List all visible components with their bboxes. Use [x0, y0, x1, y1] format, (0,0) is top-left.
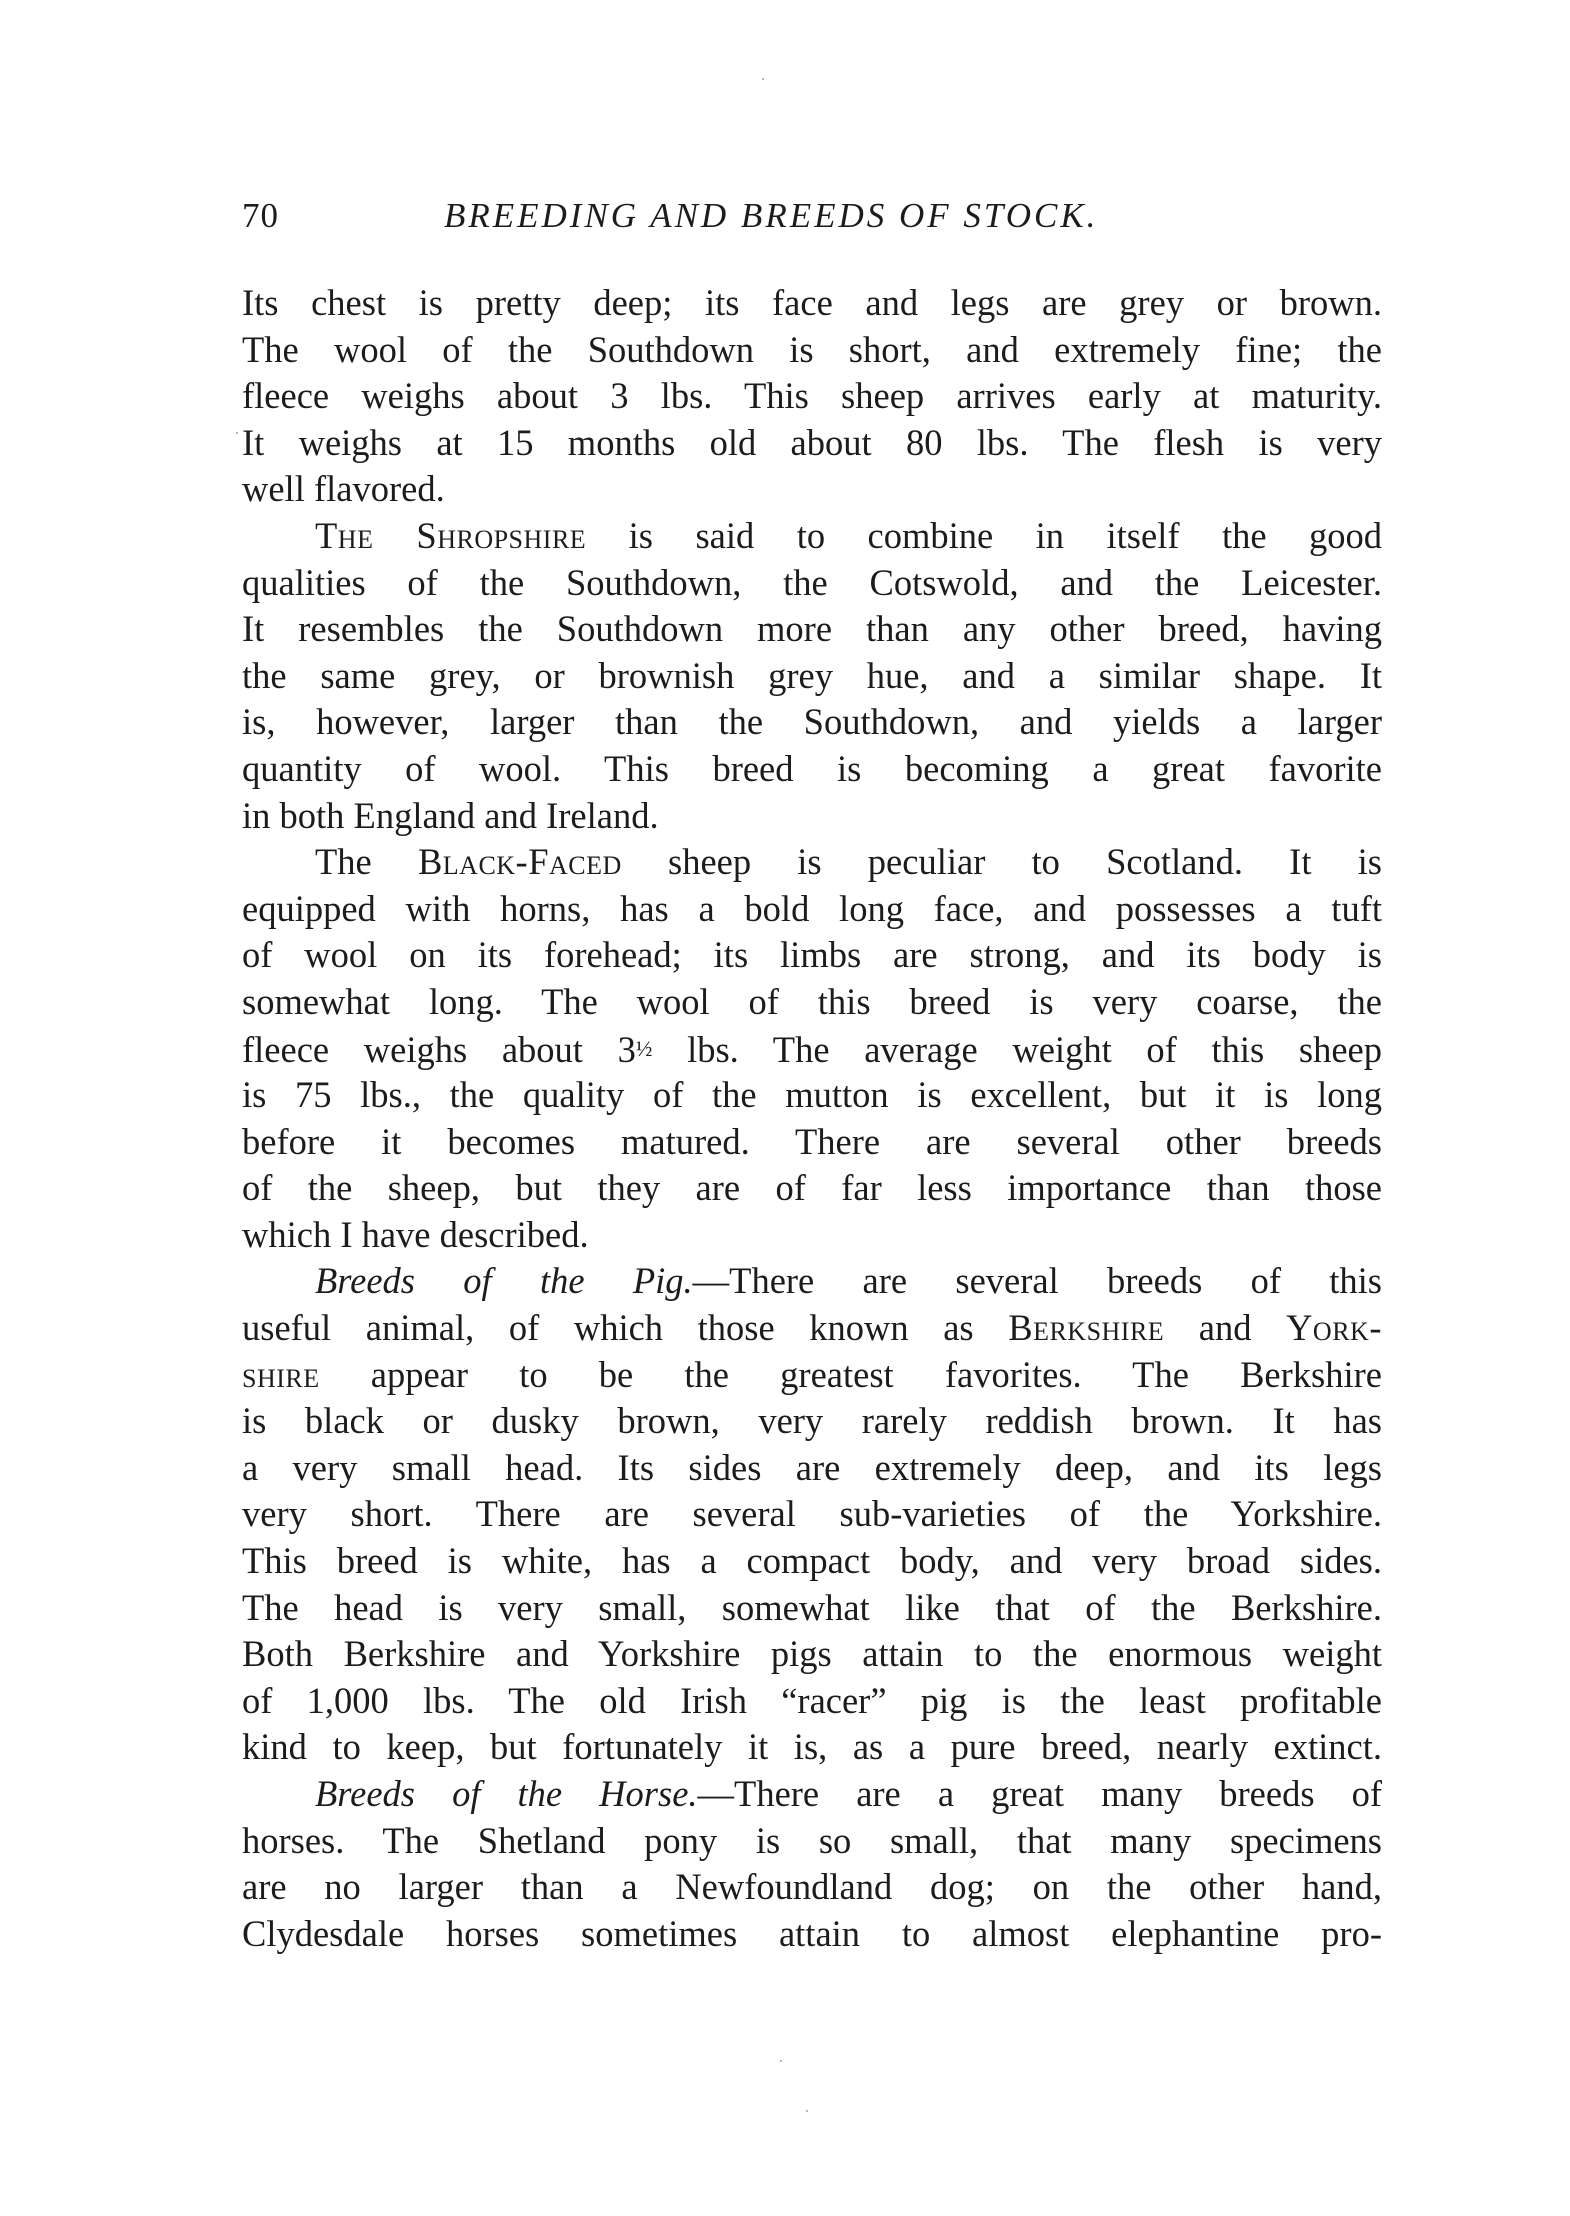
scan-speck [780, 2060, 782, 2062]
text-span: sheep is peculiar to Scotland. It is [621, 841, 1382, 883]
text-line: The wool of the Southdown is short, and extremely fine; the [242, 328, 1382, 370]
text-span: useful animal, of which those known as [242, 1307, 1009, 1349]
scan-speck [236, 432, 238, 434]
breed-name: Black-Faced [417, 841, 622, 883]
section-heading: Breeds of the Horse. [315, 1773, 698, 1814]
running-title: BREEDING AND BREEDS OF STOCK. [444, 196, 1099, 235]
breed-name: York- [1286, 1307, 1382, 1349]
text-line: of 1,000 lbs. The old Irish “racer” pig is the least profitable [242, 1679, 1382, 1721]
text-line: of wool on its forehead; its limbs are strong, and its body is [242, 934, 1382, 976]
scan-speck [762, 78, 764, 80]
text-line: equipped with horns, has a bold long face, and possesses a tuft [242, 887, 1382, 929]
text-span: and [1164, 1307, 1287, 1349]
text-line: of the sheep, but they are of far less importance than those [242, 1167, 1382, 1209]
text-span: fleece weighs about 3 [242, 1028, 636, 1070]
text-line [242, 1026, 1382, 1073]
text-span: lbs. The average weight of this sheep [652, 1028, 1382, 1070]
text-line: the same grey, or brownish grey hue, and a similar shape. It [242, 654, 1382, 696]
text-line: Both Berkshire and Yorkshire pigs attain to the enormous weight [242, 1633, 1382, 1675]
text-line: It resembles the Southdown more than any other breed, having [242, 608, 1382, 650]
text-line: before it becomes matured. There are several other breeds [242, 1120, 1382, 1162]
text-line: is, however, larger than the Southdown, and yields a larger [242, 701, 1382, 743]
fraction: ½ [635, 1035, 653, 1061]
text-line [242, 1352, 1382, 1399]
text-line: fleece weighs about 3 lbs. This sheep arrives early at maturity. [242, 375, 1382, 417]
text-line: horses. The Shetland pony is so small, that many specimens [242, 1819, 1382, 1861]
scan-speck [806, 2110, 808, 2112]
text-line: qualities of the Southdown, the Cotswold, and the Leicester. [242, 561, 1382, 603]
text-line: in both England and Ireland. [242, 794, 659, 836]
running-head [242, 196, 1382, 246]
text-line: is black or dusky brown, very rarely reddish brown. It has [242, 1400, 1382, 1442]
body-text [242, 280, 1382, 1957]
text-line: are no larger than a Newfoundland dog; on the other hand, [242, 1866, 1382, 1908]
text-line [242, 839, 1382, 886]
text-line: a very small head. Its sides are extremely deep, and its legs [242, 1446, 1382, 1488]
text-span: —There are a great many breeds of [697, 1773, 1382, 1814]
text-line [242, 1305, 1382, 1352]
text-line: which I have described. [242, 1213, 589, 1255]
section-heading: Breeds of the Pig. [315, 1260, 693, 1302]
breed-name: The Shropshire [315, 514, 587, 556]
breed-name: shire [242, 1353, 320, 1395]
text-line: The head is very small, somewhat like that of the Berkshire. [242, 1586, 1382, 1628]
text-line: Clydesdale horses sometimes attain to almost elephantine pro- [242, 1912, 1382, 1954]
page-number: 70 [242, 196, 279, 235]
text-span: is said to combine in itself the good [586, 514, 1382, 556]
text-line: kind to keep, but fortunately it is, as a pure breed, nearly extinct. [242, 1726, 1382, 1768]
breed-name: Berkshire [1008, 1307, 1165, 1349]
text-line [242, 1258, 1382, 1305]
text-line [242, 513, 1382, 560]
text-span: —There are several breeds of this [692, 1260, 1382, 1302]
text-line: quantity of wool. This breed is becoming a great favorite [242, 747, 1382, 789]
text-line: It weighs at 15 months old about 80 lbs. The flesh is very [242, 421, 1382, 463]
text-line: Its chest is pretty deep; its face and legs are grey or brown. [242, 282, 1382, 323]
text-line: well flavored. [242, 468, 445, 510]
text-span: The [315, 841, 418, 883]
text-span: appear to be the greatest favorites. The Berkshire [319, 1353, 1382, 1395]
text-line: This breed is white, has a compact body, and very broad sides. [242, 1540, 1382, 1582]
text-line: very short. There are several sub-varieties of the Yorkshire. [242, 1493, 1382, 1535]
text-line [242, 1771, 1382, 1818]
text-line: somewhat long. The wool of this breed is very coarse, the [242, 980, 1382, 1022]
text-line: is 75 lbs., the quality of the mutton is excellent, but it is long [242, 1074, 1382, 1116]
